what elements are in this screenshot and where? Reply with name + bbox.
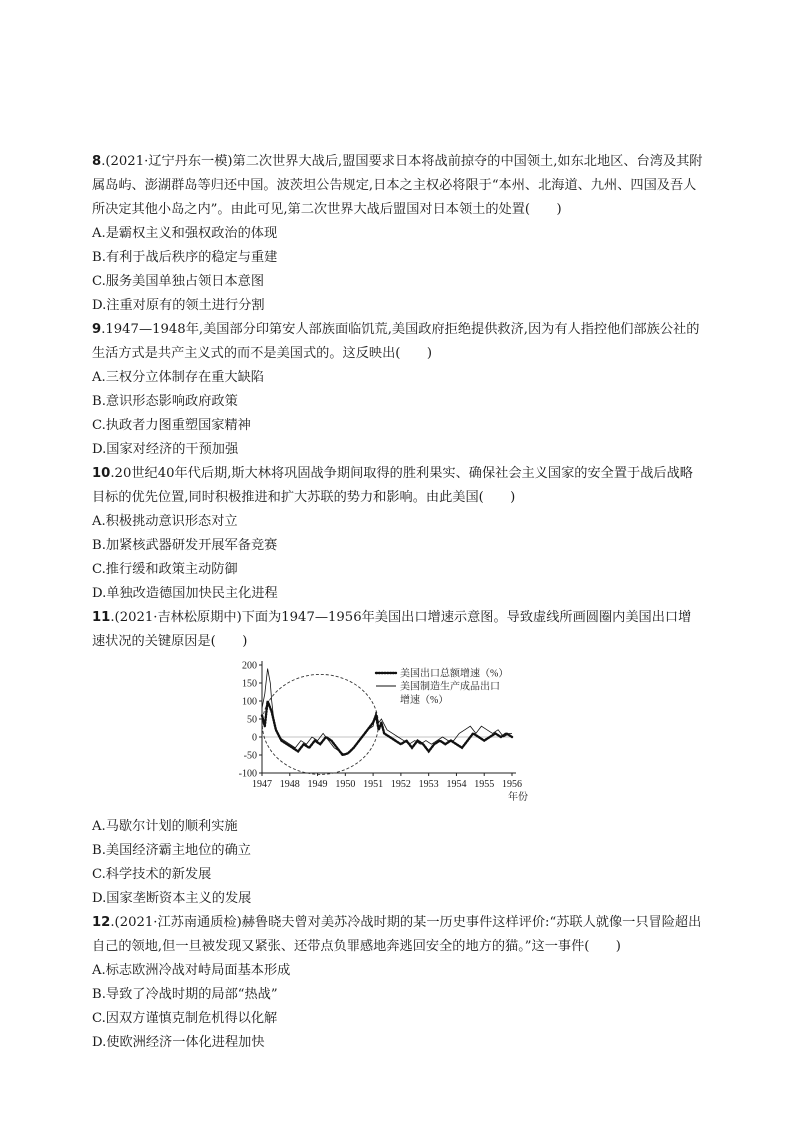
x-tick-label: 1956 <box>502 779 522 790</box>
question-11-stem <box>92 606 704 654</box>
question-8-stem <box>92 150 704 222</box>
legend-label: 美国出口总额增速（%） <box>400 668 509 680</box>
x-tick-label: 1953 <box>418 779 439 790</box>
y-tick-label: 100 <box>242 696 257 708</box>
option-d[interactable]: D.使欧洲经济一体化进程加快 <box>92 1035 265 1050</box>
option-d[interactable]: D.国家垄断资本主义的发展 <box>92 891 252 906</box>
legend-label: 美国制造生产成品出口 <box>400 681 500 693</box>
question-12-stem <box>92 911 704 959</box>
option-a[interactable]: A.积极挑动意识形态对立 <box>92 514 238 529</box>
question-9-stem <box>92 318 704 366</box>
option-d[interactable]: D.国家对经济的干预加强 <box>92 442 239 457</box>
option-a[interactable]: A.标志欧洲冷战对峙局面基本形成 <box>92 963 291 978</box>
y-tick-label: -50 <box>243 750 257 762</box>
question-text: .(2021·江苏南通质检)赫鲁晓夫曾对美苏冷战时期的某一历史事件这样评价:“苏联人就像一只冒险超出自己的领地,但一旦被发现又紧张、还带点负罪感地奔逃回安全的地方的猫。”这一事件( ) <box>92 915 702 954</box>
x-tick-label: 1952 <box>390 779 411 790</box>
y-tick-label: 50 <box>247 714 257 726</box>
question-text: .20世纪40年代后期,斯大林将巩固战争期间取得的胜利果实、确保社会主义国家的安全置于战后战略目标的优先位置,同时积极推进和扩大苏联的势力和影响。由此美国( ) <box>92 466 693 505</box>
option-b[interactable]: B.导致了冷战时期的局部“热战” <box>92 987 278 1002</box>
option-a[interactable]: A.是霸权主义和强权政治的体现 <box>92 226 278 241</box>
question-text: .1947—1948年,美国部分印第安人部族面临饥荒,美国政府拒绝提供救济,因为有人指控他们部族公社的生活方式是共产主义式的而不是美国式的。这反映出( ) <box>92 322 700 361</box>
question-text: .(2021·辽宁丹东一模)第二次世界大战后,盟国要求日本将战前掠夺的中国领土,如东北地区、台湾及其附属岛屿、澎湖群岛等归还中国。波茨坦公告规定,日本之主权必将限于“本州、北海道、九州、四国及吾人所决定其他小岛之内”。由此可见,第二次世界大战后盟国对日本领土的处置( ) <box>92 154 703 217</box>
option-d[interactable]: D.注重对原有的领土进行分割 <box>92 298 265 313</box>
highlight-dashed-circle <box>262 674 378 774</box>
option-b[interactable]: B.有利于战后秩序的稳定与重建 <box>92 250 278 265</box>
series-line-export-total <box>262 701 512 755</box>
export-growth-chart-svg <box>230 657 550 809</box>
option-b[interactable]: B.美国经济霸主地位的确立 <box>92 843 251 858</box>
option-c[interactable]: C.服务美国单独占领日本意图 <box>92 274 265 289</box>
x-tick-label: 1948 <box>279 779 300 790</box>
option-c[interactable]: C.执政者力图重塑国家精神 <box>92 418 251 433</box>
question-text: .(2021·吉林松原期中)下面为1947—1956年美国出口增速示意图。导致虚线所画圆圈内美国出口增速状况的关键原因是( ) <box>92 610 692 649</box>
question-number: 10 <box>92 466 111 481</box>
option-d[interactable]: D.单独改造德国加快民主化进程 <box>92 586 278 601</box>
question-number: 11 <box>92 610 111 625</box>
y-tick-label: 200 <box>242 660 257 672</box>
option-a[interactable]: A.马歇尔计划的顺利实施 <box>92 819 238 834</box>
legend-label-continued: 增速（%） <box>400 695 449 706</box>
option-b[interactable]: B.意识形态影响政府政策 <box>92 394 238 409</box>
question-number: 12 <box>92 915 111 930</box>
question-number: 9 <box>92 322 102 337</box>
question-10-stem <box>92 462 704 510</box>
option-c[interactable]: C.因双方谨慎克制危机得以化解 <box>92 1011 278 1026</box>
option-c[interactable]: C.推行缓和政策主动防御 <box>92 562 238 577</box>
x-axis-label: 年份 <box>508 792 528 803</box>
x-tick-label: 1950 <box>335 779 356 790</box>
y-tick-label: -100 <box>238 768 257 780</box>
export-growth-chart <box>230 657 550 809</box>
question-list <box>92 150 704 1055</box>
option-b[interactable]: B.加紧核武器研发开展军备竞赛 <box>92 538 278 553</box>
x-tick-label: 1951 <box>363 779 384 790</box>
question-number: 8 <box>92 154 102 169</box>
x-tick-label: 1955 <box>474 779 495 790</box>
x-tick-label: 1954 <box>446 779 467 790</box>
y-tick-label: 0 <box>252 732 257 744</box>
x-tick-label: 1949 <box>307 779 328 790</box>
y-tick-label: 150 <box>242 678 257 690</box>
option-c[interactable]: C.科学技术的新发展 <box>92 867 212 882</box>
x-tick-label: 1947 <box>252 779 272 790</box>
option-a[interactable]: A.三权分立体制存在重大缺陷 <box>92 370 264 385</box>
